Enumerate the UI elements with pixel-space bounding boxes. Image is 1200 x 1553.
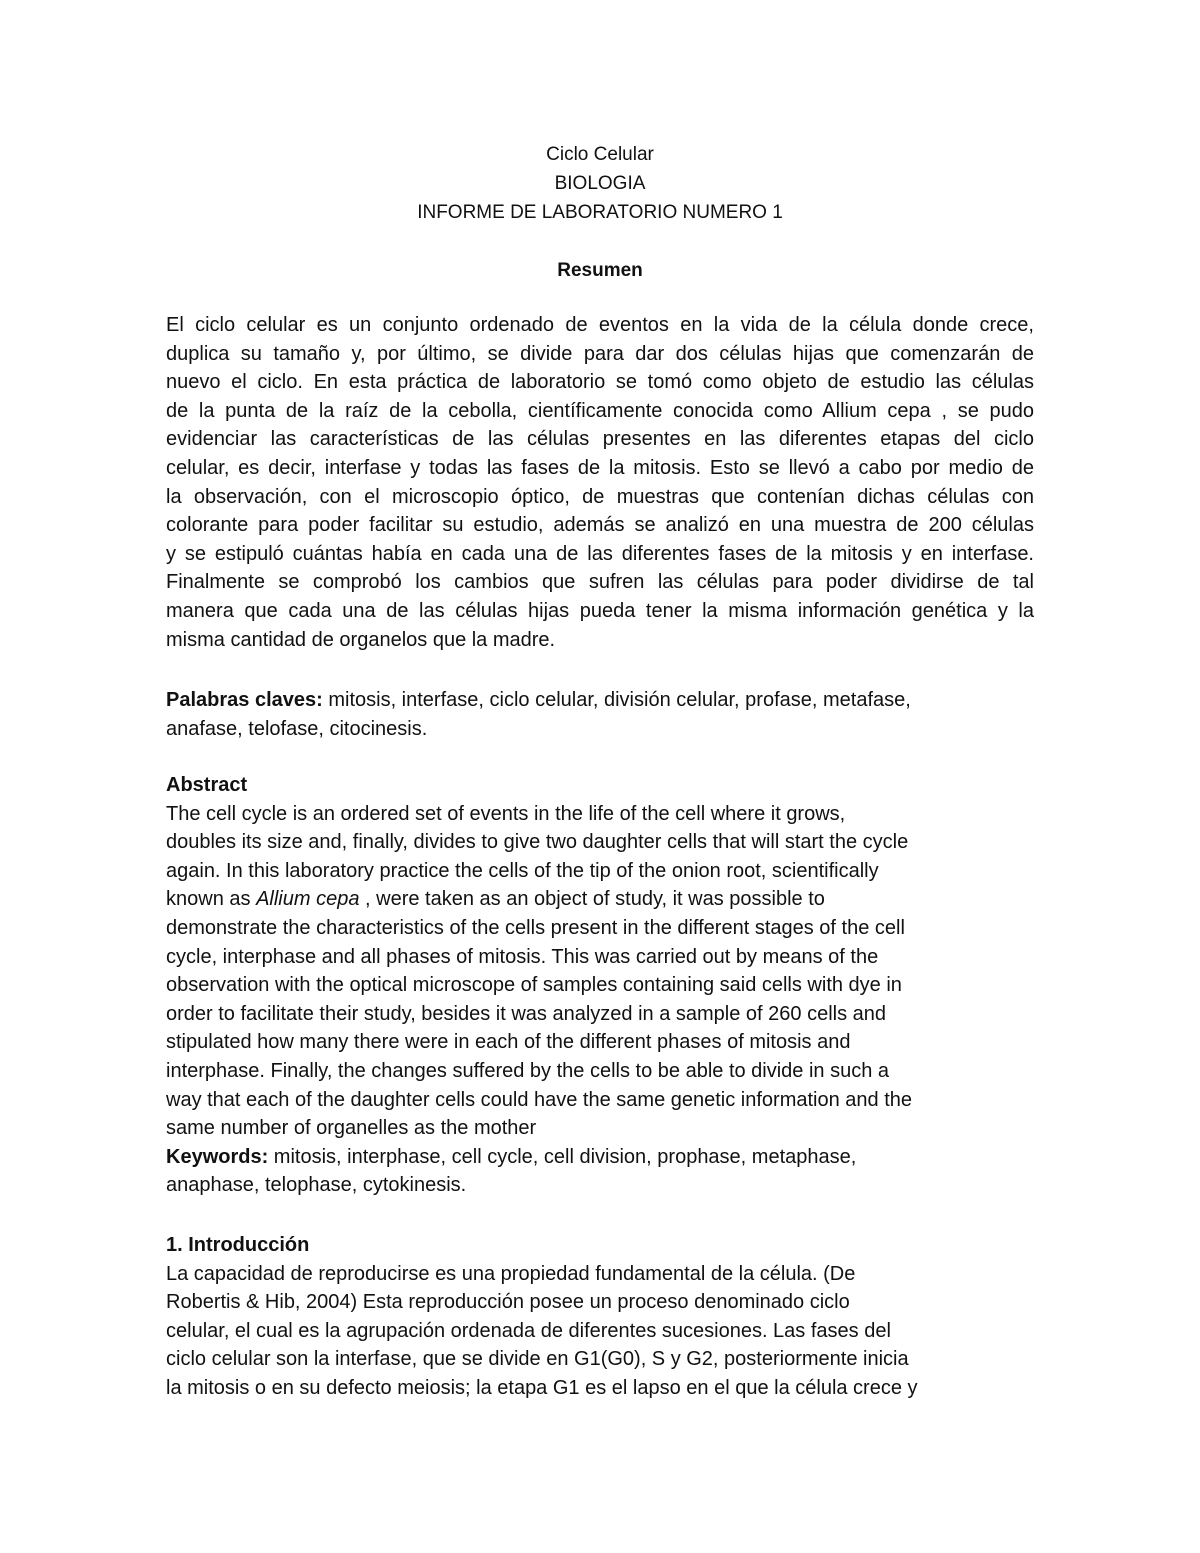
abstract-text: known as — [166, 888, 257, 911]
introduccion-line: celular, el cual es la agrupación ordenada de diferentes sucesiones. Las fases del — [166, 1319, 891, 1342]
abstract-line: demonstrate the characteristics of the cells present in the different stages of the cell — [166, 916, 905, 939]
resumen-line: manera que cada una de las células hijas pueda tener la misma información genética y la — [166, 599, 1034, 622]
palabras-claves-line — [166, 686, 1034, 715]
resumen-line: nuevo el ciclo. En esta práctica de laboratorio se tomó como objeto de estudio las células — [166, 371, 1034, 394]
abstract-line: interphase. Finally, the changes suffered by the cells to be able to divide in such a — [166, 1059, 890, 1082]
document-title: Ciclo Celular — [546, 144, 654, 165]
resumen-line: misma cantidad de organelos que la madre. — [166, 628, 556, 651]
resumen-heading: Resumen — [557, 260, 643, 281]
palabras-claves — [166, 686, 1034, 743]
abstract-line: way that each of the daughter cells could have the same genetic information and the — [166, 1088, 913, 1111]
abstract-line: observation with the optical microscope of samples containing said cells with dye in — [166, 974, 902, 997]
keywords-line — [166, 1143, 1046, 1172]
resumen-line: Finalmente se comprobó los cambios que sufren las células para poder dividirse de tal — [166, 571, 1034, 594]
resumen-line: celular, es decir, interfase y todas las fases de la mitosis. Esto se llevó a cabo por medio de — [166, 456, 1034, 479]
abstract-line: stipulated how many there were in each of the different phases of mitosis and — [166, 1031, 851, 1054]
document-subject: BIOLOGIA — [554, 173, 646, 194]
introduccion-heading: 1. Introducción — [166, 1234, 310, 1256]
introduccion-line: ciclo celular son la interfase, que se divide en G1(G0), S y G2, posteriormente inicia — [166, 1348, 909, 1371]
introduccion-section — [166, 1231, 1046, 1403]
palabras-claves-text: mitosis, interfase, ciclo celular, división celular, profase, metafase, — [322, 689, 911, 711]
abstract-line: doubles its size and, finally, divides to give two daughter cells that will start the cycle — [166, 831, 909, 854]
keywords-text: mitosis, interphase, cell cycle, cell division, prophase, metaphase, — [268, 1145, 857, 1168]
abstract-section — [166, 771, 1046, 1200]
document-report-label: INFORME DE LABORATORIO NUMERO 1 — [417, 202, 783, 223]
resumen-line: evidenciar las características de las células presentes en las diferentes etapas del ciclo — [166, 428, 1034, 451]
document-header — [0, 140, 1200, 285]
abstract-line: order to facilitate their study, besides it was analyzed in a sample of 260 cells and — [166, 1002, 887, 1025]
palabras-claves-label: Palabras claves: — [166, 689, 323, 711]
resumen-line: duplica su tamaño y, por último, se divide para dar dos células hijas que comenzarán de — [166, 342, 1034, 365]
species-name: Allium cepa — [256, 888, 360, 911]
resumen-line: la observación, con el microscopio óptico, de muestras que contenían dichas células con — [166, 485, 1034, 508]
abstract-text: , were taken as an object of study, it was possible to — [359, 888, 825, 911]
keywords-label: Keywords: — [166, 1145, 269, 1168]
abstract-line — [166, 885, 1046, 914]
abstract-line: The cell cycle is an ordered set of events in the life of the cell where it grows, — [166, 802, 846, 825]
resumen-paragraph — [166, 311, 1034, 654]
resumen-line: El ciclo celular es un conjunto ordenado de eventos en la vida de la célula donde crece, — [166, 314, 1034, 336]
resumen-line: y se estipuló cuántas había en cada una de las diferentes fases de la mitosis y en interfase. — [166, 542, 1034, 565]
abstract-line: cycle, interphase and all phases of mitosis. This was carried out by means of the — [166, 945, 879, 968]
abstract-heading: Abstract — [166, 774, 248, 796]
introduccion-line: la mitosis o en su defecto meiosis; la etapa G1 es el lapso en el que la célula crece y — [166, 1376, 918, 1399]
introduccion-line: Robertis & Hib, 2004) Esta reproducción posee un proceso denominado ciclo — [166, 1291, 850, 1314]
resumen-line: colorante para poder facilitar su estudio, además se analizó en una muestra de 200 células — [166, 514, 1034, 537]
abstract-line: again. In this laboratory practice the cells of the tip of the onion root, scientifically — [166, 859, 879, 882]
introduccion-line: La capacidad de reproducirse es una propiedad fundamental de la célula. (De — [166, 1262, 856, 1285]
palabras-claves-line: anafase, telofase, citocinesis. — [166, 717, 428, 740]
abstract-line: same number of organelles as the mother — [166, 1117, 537, 1140]
keywords-line: anaphase, telophase, cytokinesis. — [166, 1174, 467, 1197]
resumen-line: de la punta de la raíz de la cebolla, científicamente conocida como Allium cepa , se pudo — [166, 399, 1034, 422]
